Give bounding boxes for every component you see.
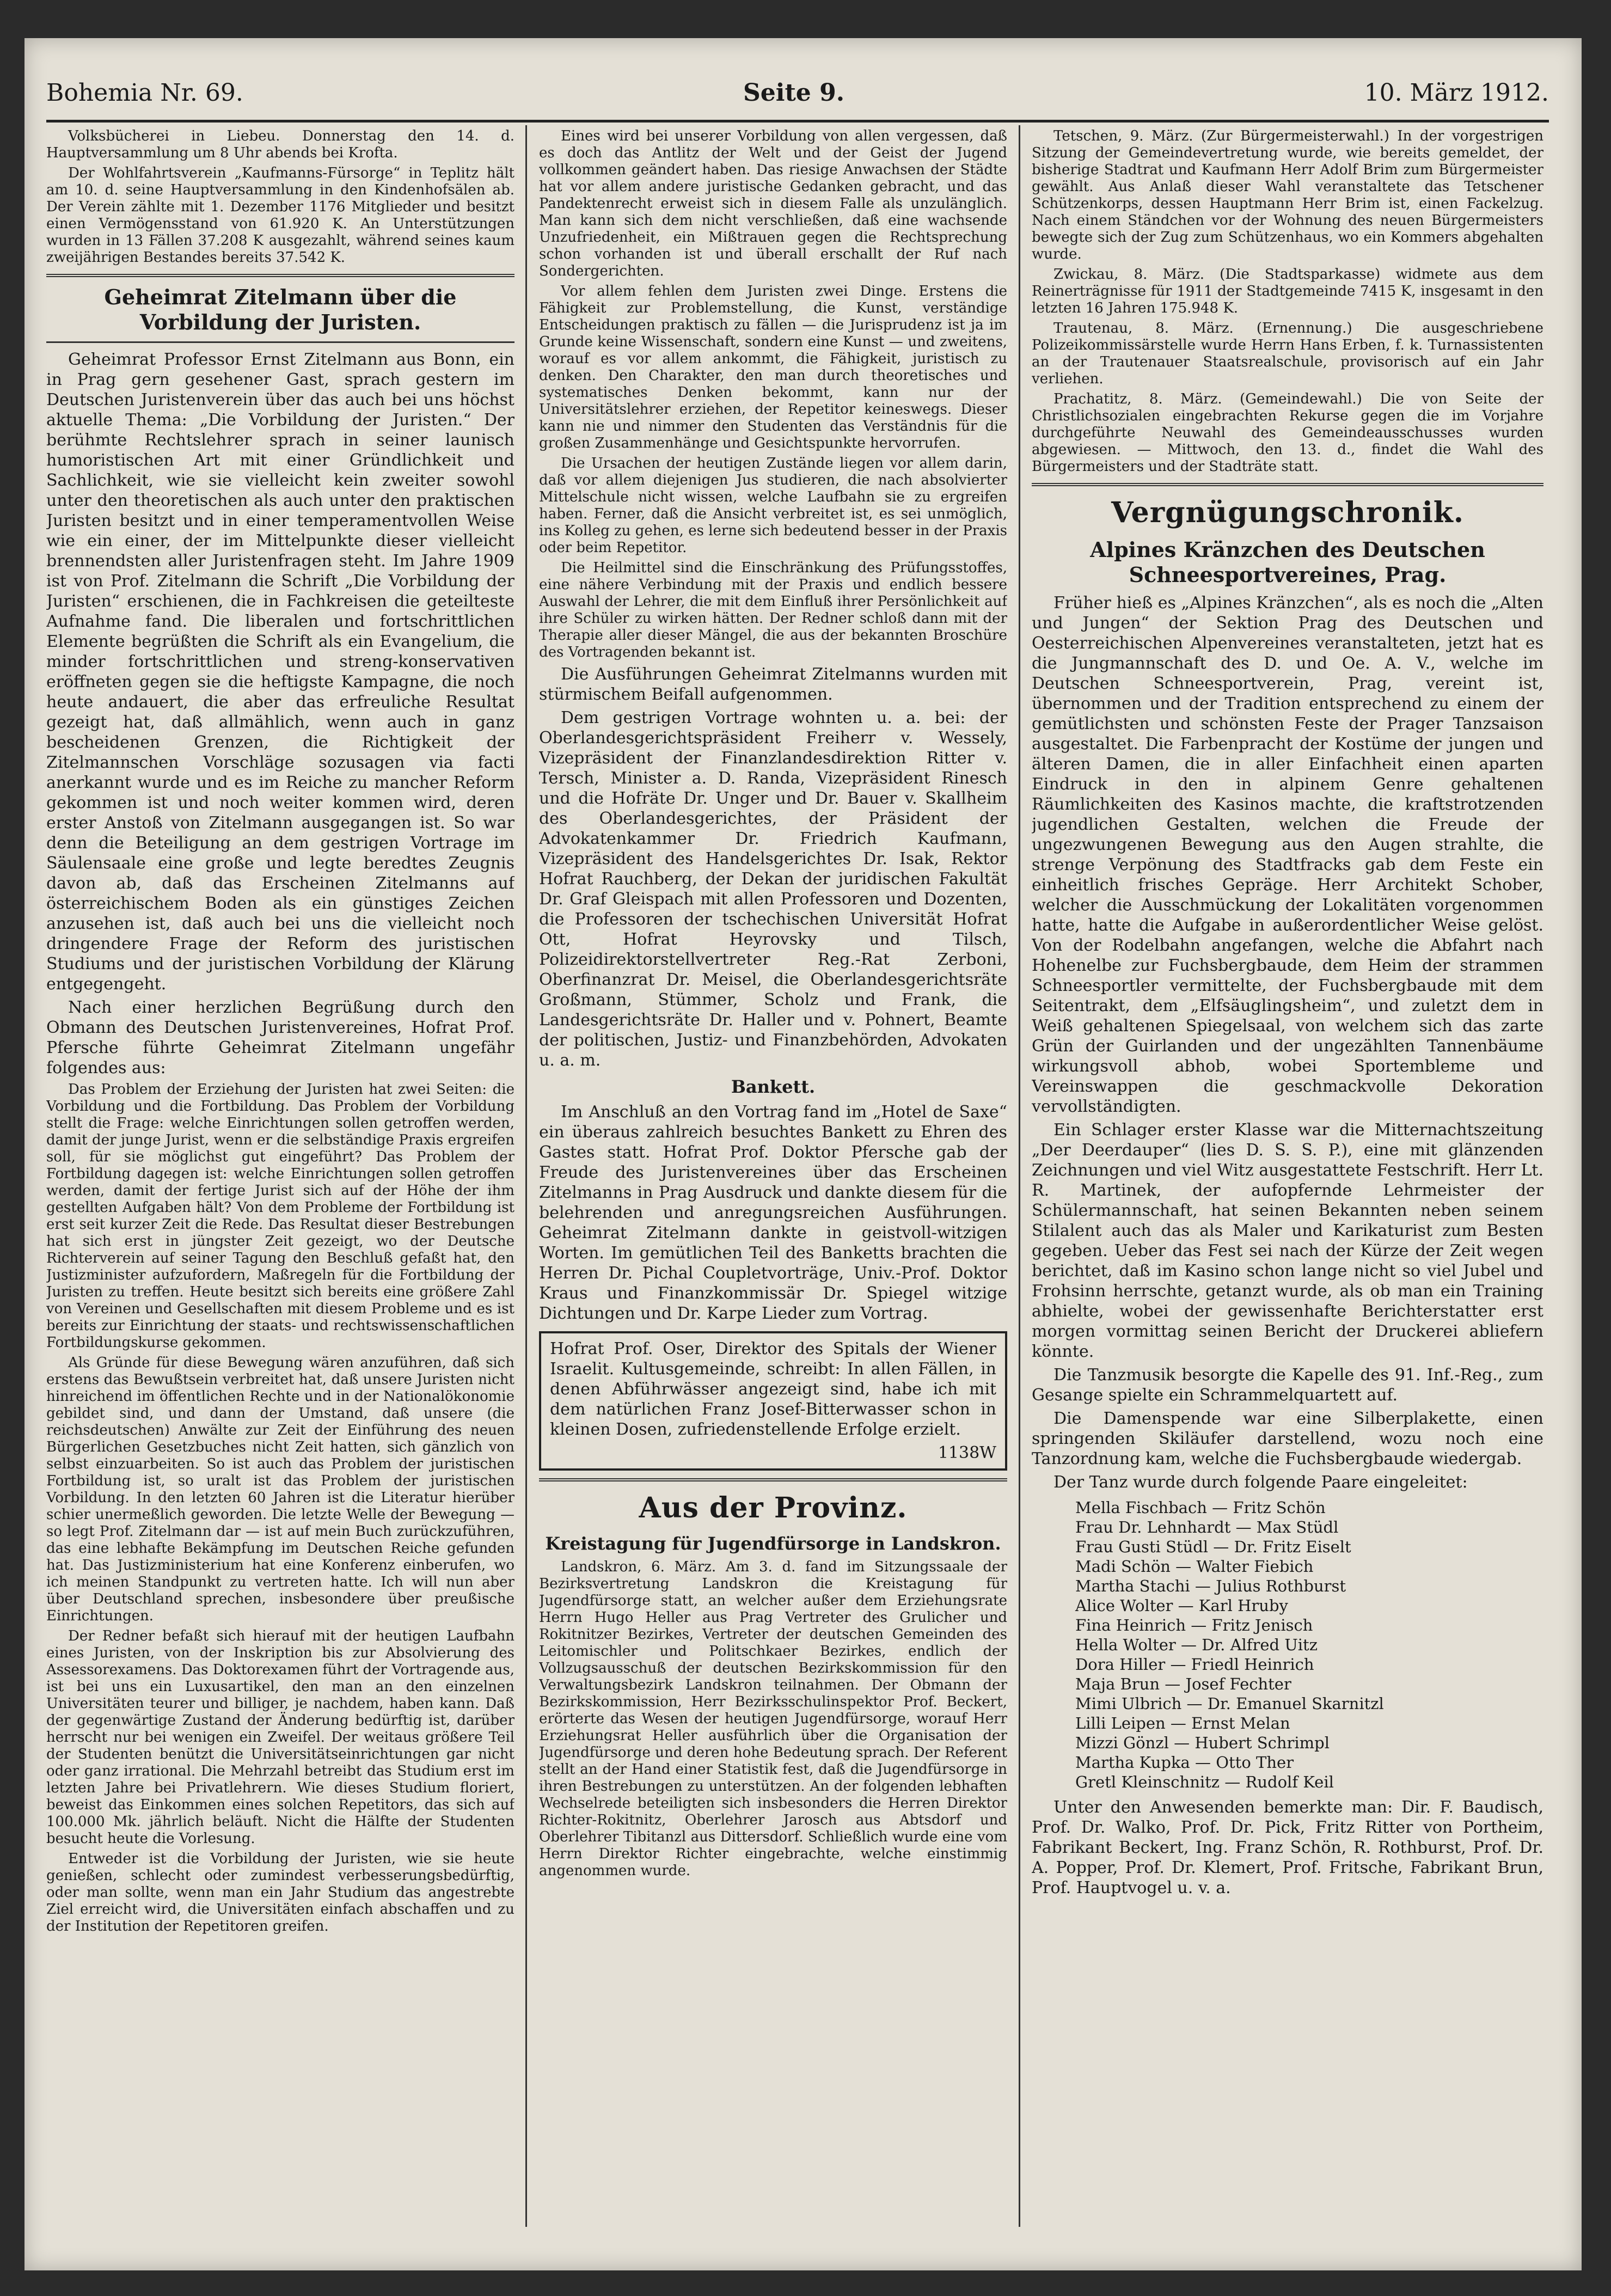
article-paragraph: Der Redner befaßt sich hierauf mit der heutigen Laufbahn eines Juristen, von der Inskription bis zur Absolvierung des Assessorexamens. Das Doktorexamen führt der Vortragende aus, ist bei uns ein Luxusartikel, den man an den einzelnen Universitäten teurer und billiger, je nachdem, haben kann. Daß der gegenwärtige Zustand der Änderung bedürftig ist, darüber herrscht nur bei wenigen ein Zweifel. Der weitaus größere Teil der Studenten benützt die Universitätseinrichtungen gar nicht oder ganz irrational. Die Mehrzahl betreibt das Studium erst im letzten Jahre bei Privatlehrern. Wie dieses Studium floriert, beweist das Einkommen eines solchen Repetitors, das sich auf 100.000 Mk. jährlich beläuft. Nicht die Hälfte der Studenten besucht heute die Vorlesung. bbox=[46, 1628, 514, 1847]
newspaper-page bbox=[24, 38, 1582, 2270]
bankett-heading: Bankett. bbox=[731, 1076, 816, 1097]
article-paragraph: Als Gründe für diese Bewegung wären anzuführen, daß sich erstens das Bewußtsein verbreitet hat, daß unsere Juristen nicht hinreichend im öffentlichen Rechte und in der Nationalökonomie gebildet sind, und dann der Umstand, daß unsere (die reichsdeutschen) Anwälte zur Zeit der Einführung des neuen Bürgerlichen Gesetzbuches nicht Zeit hatten, sich gänzlich von selbst einzuarbeiten. So ist auch das Problem der juristischen Fortbildung ist, so uralt ist das Problem der juristischen Vorbildung. In den letzten 60 Jahren ist die Literatur hierüber schier unermeßlich geworden. Die letzte Welle der Bewegung — so legt Prof. Zitelmann dar — ist auf mein Buch zurückzuführen, das eine lebhafte Bekämpfung im Deutschen Reiche gefunden hat. Das Justizministerium hat eine Konferenz einberufen, wo ich meinen Standpunkt zu vertreten hatte. Ich will nun aber über Deutschland sprechen, insbesondere über preußische Einrichtungen. bbox=[46, 1355, 514, 1624]
article-paragraph: Die Tanzmusik besorgte die Kapelle des 91. Inf.-Reg., zum Gesange spielte ein Schrammelquartett auf. bbox=[1032, 1366, 1543, 1405]
list-item: Lilli Leipen — Ernst Melan bbox=[1075, 1714, 1290, 1732]
ad-code: 1138W bbox=[938, 1443, 996, 1462]
list-item: Hella Wolter — Dr. Alfred Uitz bbox=[1075, 1636, 1318, 1654]
issue-number: Bohemia Nr. 69. bbox=[46, 79, 243, 107]
article-paragraph: Der Tanz wurde durch folgende Paare eingeleitet: bbox=[1053, 1473, 1468, 1492]
list-item: Martha Kupka — Otto Ther bbox=[1075, 1753, 1294, 1772]
article-paragraph: Eines wird bei unserer Vorbildung von allen vergessen, daß es doch das Antlitz der Welt und der Geist der Jugend vollkommen geändert haben. Das riesige Anwachsen der Städte hat vor allem andere juristische Gedanken gebracht, und das Pandektenrecht erweist sich in diesem Falle als unzulänglich. Man kann sich dem nicht verschließen, daß eine wachsende Unzufriedenheit, ein Mißtrauen gegen die Rechtsprechung schon vorhanden ist und überall erschallt der Ruf nach Sondergerichten. bbox=[539, 128, 1007, 279]
list-item: Alice Wolter — Karl Hruby bbox=[1075, 1596, 1288, 1615]
list-item: Fina Heinrich — Fritz Jenisch bbox=[1075, 1616, 1313, 1634]
dance-pairs-list bbox=[1075, 1498, 1543, 1792]
column-2 bbox=[539, 128, 1007, 2227]
article-paragraph: Entweder ist die Vorbildung der Juristen, wie sie heute genießen, schlecht oder zumindest verbesserungsbedürftig, oder man sollte, wenn man ein Jahr Studium das angestrebte Ziel erreicht wird, die Universitäten einfach abschaffen und zu der Institution der Repetitoren greifen. bbox=[46, 1851, 514, 1934]
list-item: Mizzi Gönzl — Hubert Schrimpl bbox=[1075, 1734, 1330, 1752]
column-divider bbox=[1019, 125, 1020, 2227]
news-prachatitz: Prachatitz, 8. März. (Gemeindewahl.) Die von Seite der Christlichsozialen eingebrachten Rekurse gegen die im Vorjahre durchgeführte Neuwahl des Gemeindeausschusses wurden abgewiesen. — Mittwoch, den 13. d., findet die Wahl des Bürgermeisters und der Stadträte statt. bbox=[1032, 391, 1543, 475]
notice-wohlfahrtsverein: Der Wohlfahrtsverein „Kaufmanns-Fürsorge“ in Teplitz hält am 10. d. seine Hauptversammlung in den Kindenhofsälen ab. Der Verein zählte mit 1. Dezember 1176 Mitglieder und besitzt einen Vermögensstand von 61.920 K. An Unterstützungen wurden in 13 Fällen 37.208 K ausgezahlt, während seines kaum zweijährigen Bestandes bereits 37.542 K. bbox=[46, 165, 514, 266]
section-title-provinz: Aus der Provinz. bbox=[639, 1491, 908, 1524]
column-3 bbox=[1032, 128, 1543, 2227]
list-item: Maja Brun — Josef Fechter bbox=[1075, 1675, 1291, 1693]
subsection-title: Kreistagung für Jugendfürsorge in Landskron. bbox=[545, 1533, 1001, 1554]
ad-text: Hofrat Prof. Oser, Direktor des Spitals der Wiener Israelit. Kultusgemeinde, schreibt: In allen Fällen, in denen Abführwässer angezeigt sind, habe ich mit dem natürlichen Franz Josef-Bitterwasser schon in kleinen Dosen, zufriedenstellende Erfolge erzielt. bbox=[550, 1339, 996, 1439]
list-item: Madi Schön — Walter Fiebich bbox=[1075, 1557, 1314, 1576]
notice-volksbuecherei: Volksbücherei in Liebeu. Donnerstag den 14. d. Hauptversammlung um 8 Uhr abends bei Krofta. bbox=[46, 128, 514, 161]
column-divider bbox=[525, 125, 527, 2227]
article-paragraph: Geheimrat Professor Ernst Zitelmann aus Bonn, ein in Prag gern gesehener Gast, sprach gestern im Deutschen Juristenverein über das auch bei uns höchst aktuelle Thema: „Die Vorbildung der Juristen.“ Der berühmte Rechtslehrer sprach in seiner launisch humoristischen Art mit einer Gründlichkeit und Sachlichkeit, wie sie vielleicht kein zweiter sowohl unter den theoretischen als auch unter den praktischen Juristen besitzt und in einer temperamentvollen Weise wie ein einer, der im Mittelpunkte dieser vielleicht brennendsten aller Juristenfragen steht. Im Jahre 1909 ist von Prof. Zitelmann die Schrift „Die Vorbildung der Juristen“ erschienen, die in Fachkreisen die geteilteste Aufnahme fand. Die liberalen und fortschrittlichen Elemente begrüßten die Schrift als ein Evangelium, die minder fortschrittlichen und streng-konservativen eröffneten gegen sie die heftigste Kampagne, die noch heute andauert, die aber das erfreuliche Resultat gezeigt hat, daß allmählich, wenn auch in ganz bescheidenen Grenzen, die Richtigkeit der Zitelmannschen Vorschläge sozusagen via facti anerkannt wurde und es im Reiche zu mancher Reform gekommen ist und noch weiter kommen wird, deren erster Anstoß von Zitelmann ausgegangen ist. So war denn die Beteiligung an dem gestrigen Vortrage im Säulensaale eine große und legte beredtes Zeugnis davon ab, daß das Erscheinen Zitelmanns auf österreichischem Boden als ein günstiges Zeichen anzusehen ist, daß auch bei uns die vielleicht noch dringendere Frage der Reform des juristischen Studiums und der juristischen Vorbildung der Klärung entgegengeht. bbox=[46, 350, 514, 994]
list-item: Frau Dr. Lehnhardt — Max Stüdl bbox=[1075, 1518, 1339, 1536]
list-item: Gretl Kleinschnitz — Rudolf Keil bbox=[1075, 1773, 1334, 1791]
article-paragraph: Die Ausführungen Geheimrat Zitelmanns wurden mit stürmischem Beifall aufgenommen. bbox=[539, 665, 1007, 704]
article-paragraph: Die Heilmittel sind die Einschränkung des Prüfungsstoffes, eine nähere Verbindung mit der Praxis und endlich bessere Auswahl der Lehrer, die mit dem Einfluß ihrer Persönlichkeit auf ihre Schüler zu wirken hätten. Der Redner schloß dann mit der Therapie aller dieser Mängel, die aus der bekannten Broschüre des Vortragenden bekannt ist. bbox=[539, 560, 1007, 660]
article-paragraph: Im Anschluß an den Vortrag fand im „Hotel de Saxe“ ein überaus zahlreich besuchtes Bankett zu Ehren des Gastes statt. Hofrat Prof. Doktor Pfersche gab der Freude des Juristenvereines über das Erscheinen Zitelmanns in Prag Ausdruck und dankte diesem für die belehrenden und anregungsreichen Ausführungen. Geheimrat Zitelmann dankte in geistvoll-witzigen Worten. Im gemütlichen Teil des Banketts brachten die Herren Dr. Pichal Coupletvorträge, Univ.-Prof. Doktor Kraus und Finanzkommissär Dr. Spiegel witzige Dichtungen und Dr. Karpe Lieder zum Vortrag. bbox=[539, 1103, 1007, 1323]
divider bbox=[46, 341, 514, 343]
article-paragraph: Landskron, 6. März. Am 3. d. fand im Sitzungssaale der Bezirksvertretung Landskron die Kreistagung für Jugendfürsorge statt, an welcher außer dem Erziehungsrate Herrn Hugo Heller aus Prag Vertreter des Grulicher und Rokitnitzer Bezirkes, Vertreter der deutschen Gemeinden des Leitomischler und Politschkaer Bezirkes, endlich der Vollzugsausschuß der deutschen Bezirkskommission für den Verwaltungsbezirk Landskron teilnahmen. Der Obmann der Bezirkskommission, Herr Bezirksschulinspektor Prof. Beckert, erörterte das Wesen der heutigen Jugendfürsorge, worauf Herr Erziehungsrat Heller ausführlich über die Organisation der Jugendfürsorge und deren hohe Bedeutung sprach. Der Referent stellt an der Hand einer Statistik fest, daß die Jugendfürsorge in ihren Bestrebungen zu unterstützen. An der folgenden lebhaften Wechselrede beteiligten sich insbesonders die Herren Direktor Richter-Rokitnitz, Oberlehrer Jarosch aus Abtsdorf und Oberlehrer Tibitanzl aus Dittersdorf. Schließlich wurde eine vom Herrn Direktor Richter eingebrachte, welche einstimmig angenommen wurde. bbox=[539, 1559, 1007, 1879]
page-header bbox=[46, 79, 1549, 117]
article-paragraph: Früher hieß es „Alpines Kränzchen“, als es noch die „Alten und Jungen“ der Sektion Prag des Deutschen und Oesterreichischen Alpenvereines veranstalteten, jetzt hat es die Jungmannschaft des D. und Oe. A. V., welche im Deutschen Schneesportverein, Prag, vereint ist, übernommen und der Tradition entsprechend zu einem der gemütlichsten und schönsten Feste der Prager Tanzsaison ausgestaltet. Die Farbenpracht der Kostüme der jungen und älteren Damen, die in aller Einfachheit einen aparten Eindruck in den in alpinem Genre gehaltenen Räumlichkeiten des Kasinos machte, die kraftstrotzenden jugendlichen Gestalten, welchen die Freude der ungezwungenen Bewegung aus den Augen strahlte, die strenge Verpönung des Stadtfracks gab dem Feste ein einheitlich frisches Gepräge. Herr Architekt Schober, welcher die Ausschmückung der Lokalitäten vorgenommen hatte, hatte die Aufgabe in außerordentlicher Weise gelöst. Von der Rodelbahn angefangen, welche die Abfahrt nach Hohenelbe zur Fuchsbergbaude, dem Heim der strammen Schneesportler vermittelte, der Fuchsbergbaude mit dem Seitentrakt, dem „Elfsäuglingsheim“, und zuletzt dem in Weiß gehaltenen Spiegelsaal, von welchem sich das zarte Grün der Guirlanden und der ungezählten Tannenbäume wirkungsvoll abhob, wobei Sportembleme und Vereinswappen die geschmackvolle Dekoration vervollständigten. bbox=[1032, 593, 1543, 1116]
article-paragraph: Das Problem der Erziehung der Juristen hat zwei Seiten: die Vorbildung und die Fortbildung. Das Problem der Vorbildung stellt die Frage: welche Einrichtungen sollen getroffen werden, damit der junge Jurist, wenn er die selbständige Praxis ergreifen soll, für sie möglichst gut eingeführt? Das Problem der Fortbildung dagegen ist: welche Einrichtungen sollen getroffen werden, damit der fertige Jurist sich auf der Höhe der ihm gestellten Aufgaben hält? Von dem Probleme der Fortbildung ist erst seit kurzer Zeit die Rede. Das Resultat dieser Bestrebungen hat sich erst in jüngster Zeit gezeigt, wo der Deutsche Richterverein auf seiner Tagung den Beschluß gefaßt hat, den Justizminister aufzufordern, Maßregeln für die Fortbildung der Juristen zu treffen. Heute besitzt sich bereits eine größere Zahl von Vereinen und Gesellschaften mit diesem Probleme und es ist bereits zur Einrichtung der staats- und rechtswissenschaftlichen Fortbildungskurse gekommen. bbox=[46, 1081, 514, 1351]
news-trautenau: Trautenau, 8. März. (Ernennung.) Die ausgeschriebene Polizeikommissärstelle wurde Herrn Hans Erben, f. k. Turnassistenten an der Trautenauer Staatsrealschule, provisorisch auf ein Jahr verliehen. bbox=[1032, 320, 1543, 387]
section-title-vergnuegungschronik: Vergnügungschronik. bbox=[1111, 496, 1464, 529]
divider bbox=[46, 274, 514, 277]
article-paragraph: Die Damenspende war eine Silberplakette, einen springenden Skiläufer darstellend, wozu noch eine Tanzordnung kam, welche die Fuchsbergbaude wiedergab. bbox=[1032, 1409, 1543, 1468]
article-paragraph: Die Ursachen der heutigen Zustände liegen vor allem darin, daß vor allem diejenigen Jus studieren, die nach absolvierter Mittelschule nicht wissen, welche Laufbahn sie zu ergreifen haben. Ferner, daß die Ansicht verbreitet ist, es sei unmöglich, ins Kolleg zu gehen, es lerne sich bedeutend besser in der Praxis oder beim Repetitor. bbox=[539, 455, 1007, 556]
list-item: Dora Hiller — Friedl Heinrich bbox=[1075, 1655, 1314, 1674]
article-paragraph: Ein Schlager erster Klasse war die Mitternachtszeitung „Der Deerdauper“ (lies D. S. S. P.), eine mit glänzenden Zeichnungen und viel Witz ausgestattete Festschrift. Herr Lt. R. Martinek, der aufopfernde Lehrmeister der Schülermannschaft, hat seinen Bekannten neben seinem Stilalent auch das als Maler und Karikaturist zum Besten gegeben. Ueber das Fest sei nach der Kürze der Zeit wegen berichtet, daß im Kasino schon lange nicht so viel Jubel und Frohsinn herrschte, getanzt wurde, als ob man ein Training abhielte, wobei der gewissenhafte Berichterstatter erst morgen vormittag seinen Bericht der Druckerei abliefern könnte. bbox=[1032, 1121, 1543, 1361]
issue-date: 10. März 1912. bbox=[1364, 79, 1549, 107]
divider bbox=[1032, 483, 1543, 486]
column-1 bbox=[46, 128, 514, 2227]
article-headline: Geheimrat Zitelmann über die Vorbildung der Juristen. bbox=[104, 285, 457, 334]
news-zwickau: Zwickau, 8. März. (Die Stadtsparkasse) widmete aus dem Reinerträgnisse für 1911 der Stadtgemeinde 7415 K, insgesamt in den letzten 16 Jahren 175.948 K. bbox=[1032, 266, 1543, 316]
subsection-title: Alpines Kränzchen des Deutschen Schneesportvereines, Prag. bbox=[1090, 537, 1485, 587]
article-paragraph: Unter den Anwesenden bemerkte man: Dir. F. Baudisch, Prof. Dr. Walko, Prof. Dr. Pick, Fritz Ritter von Portheim, Fabrikant Beckert, Ing. Franz Schön, R. Rothburst, Prof. Dr. A. Popper, Prof. Dr. Klemert, Prof. Fritsche, Fabrikant Brun, Prof. Hauptvogel u. v. a. bbox=[1032, 1798, 1543, 1897]
list-item: Mimi Ulbrich — Dr. Emanuel Skarnitzl bbox=[1075, 1694, 1384, 1713]
list-item: Mella Fischbach — Fritz Schön bbox=[1075, 1498, 1326, 1517]
news-tetschen: Tetschen, 9. März. (Zur Bürgermeisterwahl.) In der vorgestrigen Sitzung der Gemeindevertretung wurde, wie bereits gemeldet, der bisherige Stadtrat und Kaufmann Herr Adolf Brim zum Bürgermeister gewählt. Aus Anlaß dieser Wahl veranstaltete das Tetschener Schützenkorps, dessen Hauptmann Herr Brim ist, einen Fackelzug. Nach einem Ständchen vor der Wohnung des neuen Bürgermeisters bewegte sich der Zug zum Schützenhaus, wo ein Kommers abgehalten wurde. bbox=[1032, 128, 1543, 262]
article-paragraph: Dem gestrigen Vortrage wohnten u. a. bei: der Oberlandesgerichtspräsident Freiherr v. Wessely, Vizepräsident der Finanzlandesdirektion Ritter v. Tersch, Minister a. D. Randa, Vizepräsident Rinesch und die Hofräte Dr. Unger und Dr. Bauer v. Skallheim des Oberlandesgerichtes, der Präsident der Advokatenkammer Dr. Friedrich Kaufmann, Vizepräsident des Handelsgerichtes Dr. Isak, Rektor Hofrat Rauchberg, der Dekan der juridischen Fakultät Dr. Graf Gleispach mit allen Professoren und Dozenten, die Professoren der tschechischen Universität Hofrat Ott, Hofrat Heyrovsky und Tilsch, Polizeidirektorstellvertreter Reg.-Rat Zerboni, Oberfinanzrat Dr. Meisel, die Oberlandesgerichtsräte Großmann, Stümmer, Scholz und Frank, die Landesgerichtsräte Dr. Haller und v. Pohnert, Beamte der politischen, Justiz- und Finanzbehörden, Advokaten u. a. m. bbox=[539, 708, 1007, 1070]
header-rule bbox=[46, 120, 1549, 123]
list-item: Martha Stachi — Julius Rothburst bbox=[1075, 1577, 1346, 1595]
article-paragraph: Nach einer herzlichen Begrüßung durch den Obmann des Deutschen Juristenvereines, Hofrat Prof. Pfersche führte Geheimrat Zitelmann ungefähr folgendes aus: bbox=[46, 998, 514, 1077]
page-number: Seite 9. bbox=[743, 79, 845, 107]
divider bbox=[539, 1478, 1007, 1481]
article-paragraph: Vor allem fehlen dem Juristen zwei Dinge. Erstens die Fähigkeit zur Problemstellung, die Kunst, verständige Entscheidungen praktisch zu fällen — die Jurisprudenz ist ja im Grunde keine Wissenschaft, sondern eine Kunst — und zweitens, worauf es vor allem ankommt, die Fähigkeit, juristisch zu denken. Den Charakter, den man durch theoretisches und systematisches Denken bekommt, kann nur der Universitätslehrer erziehen, der Repetitor keineswegs. Dieser kann nie und nimmer den Studenten das Verständnis für die großen Zusammenhänge und Gesichtspunkte hervorrufen. bbox=[539, 283, 1007, 451]
advertisement-box bbox=[539, 1331, 1007, 1471]
list-item: Frau Gusti Stüdl — Dr. Fritz Eiselt bbox=[1075, 1538, 1351, 1556]
